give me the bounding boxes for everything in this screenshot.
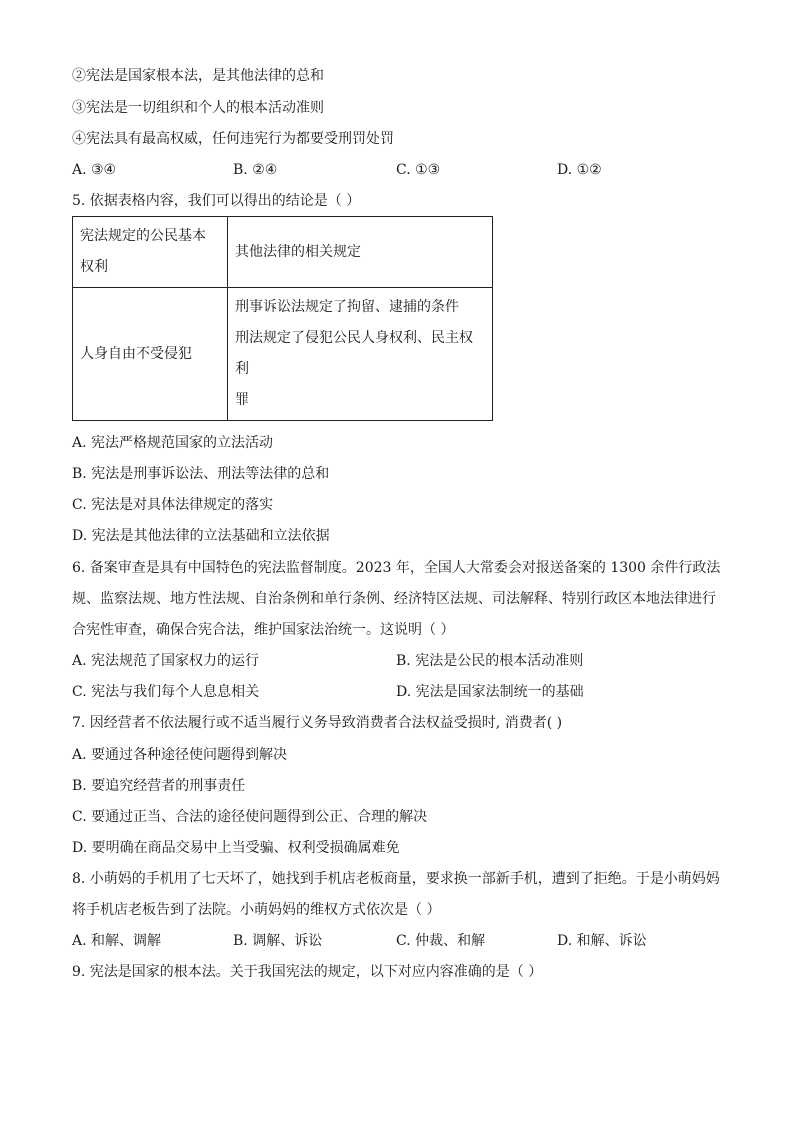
q5-table-row-right xyxy=(228,288,493,421)
statement-2: ②宪法是国家根本法，是其他法律的总和 xyxy=(72,68,324,84)
q7-option-a: A. 要通过各种途径使问题得到解决 xyxy=(72,747,288,763)
q6-option-b: B. 宪法是公民的根本活动准则 xyxy=(396,653,584,669)
q5-option-b: B. 宪法是刑事诉讼法、刑法等法律的总和 xyxy=(72,466,330,482)
q5-table-header-left xyxy=(73,217,228,288)
q5-option-c: C. 宪法是对具体法律规定的落实 xyxy=(72,497,274,513)
q6-stem-line3: 合宪性审查，确保合宪合法，维护国家法治统一。这说明（ ） xyxy=(72,622,455,638)
q6-stem-line2: 规、监察法规、地方性法规、自治条例和单行条例、经济特区法规、司法解释、特别行政区本地法律进行 xyxy=(72,591,716,607)
q4-option-b: B. ②④ xyxy=(233,162,278,178)
q6-option-a: A. 宪法规范了国家权力的运行 xyxy=(72,653,260,669)
q5-row-right-line2: 刑法规定了侵犯公民人身权利、民主权利 xyxy=(235,330,473,377)
q8-option-a: A. 和解、调解 xyxy=(72,933,162,949)
statement-3: ③宪法是一切组织和个人的根本活动准则 xyxy=(72,100,324,116)
q7-option-b: B. 要追究经营者的刑事责任 xyxy=(72,778,246,794)
q5-header-left-line1: 宪法规定的公民基本 xyxy=(80,228,206,244)
q4-option-d: D. ①② xyxy=(557,162,602,178)
q6-option-c: C. 宪法与我们每个人息息相关 xyxy=(72,684,260,700)
q5-header-left-line2: 权利 xyxy=(80,259,108,275)
q7-option-c: C. 要通过正当、合法的途径使问题得到公正、合理的解决 xyxy=(72,809,428,825)
q5-option-a: A. 宪法严格规范国家的立法活动 xyxy=(72,435,274,451)
statement-4: ④宪法具有最高权威，任何违宪行为都要受刑罚处罚 xyxy=(72,131,394,147)
q5-table-header-right: 其他法律的相关规定 xyxy=(228,217,493,288)
q5-row-right-line1: 刑事诉讼法规定了拘留、逮捕的条件 xyxy=(235,299,459,315)
q8-stem-line2: 将手机店老板告到了法院。小萌妈妈的维权方式依次是（ ） xyxy=(72,902,441,918)
q8-option-b: B. 调解、诉讼 xyxy=(233,933,323,949)
q9-stem: 9. 宪法是国家的根本法。关于我国宪法的规定，以下对应内容准确的是（ ） xyxy=(72,964,543,980)
q5-table-row xyxy=(73,288,493,421)
q5-option-d: D. 宪法是其他法律的立法基础和立法依据 xyxy=(72,528,330,544)
q8-option-c: C. 仲裁、和解 xyxy=(396,933,486,949)
q5-table-row-left: 人身自由不受侵犯 xyxy=(73,288,228,421)
q5-table xyxy=(72,216,493,421)
q4-option-c: C. ①③ xyxy=(396,162,441,178)
q5-stem: 5. 依据表格内容，我们可以得出的结论是（ ） xyxy=(72,193,361,209)
q8-stem-line1: 8. 小萌妈的手机用了七天坏了，她找到手机店老板商量，要求换一部新手机，遭到了拒绝。于是小萌妈妈 xyxy=(72,871,720,887)
q7-option-d: D. 要明确在商品交易中上当受骗、权利受损确属难免 xyxy=(72,840,400,856)
q5-table-header-row xyxy=(73,217,493,288)
q4-option-a: A. ③④ xyxy=(72,162,117,178)
q6-option-d: D. 宪法是国家法制统一的基础 xyxy=(396,684,584,700)
q5-row-right-line3: 罪 xyxy=(235,392,249,408)
q8-option-d: D. 和解、诉讼 xyxy=(557,933,647,949)
q7-stem: 7. 因经营者不依法履行或不适当履行义务导致消费者合法权益受损时, 消费者( ) xyxy=(72,715,563,731)
q6-stem-line1: 6. 备案审查是具有中国特色的宪法监督制度。2023 年，全国人大常委会对报送备案的 1300 余件行政法 xyxy=(72,560,721,576)
